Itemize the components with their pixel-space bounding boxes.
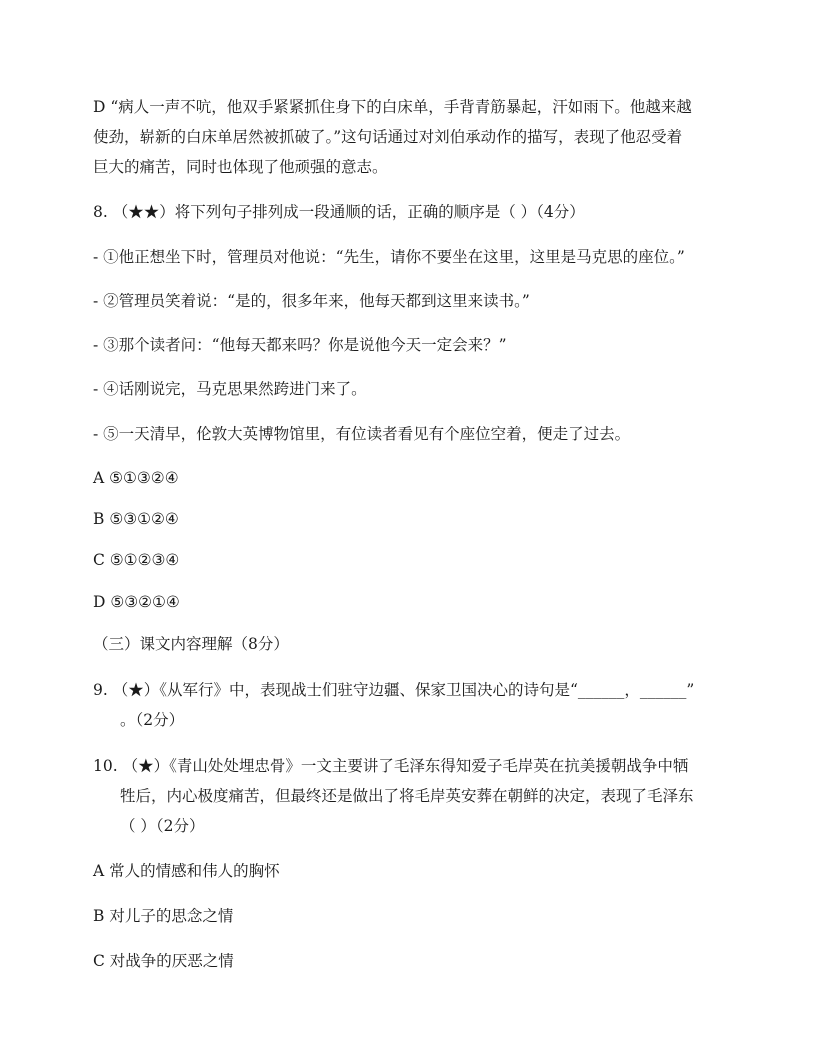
question-8-stem: 8. （★★）将下列句子排列成一段通顺的话，正确的顺序是（ ）（4分）	[93, 203, 585, 221]
q8-option-a: A ⑤①③②④	[93, 469, 179, 487]
sentence-2: - ②管理员笑着说：“是的，很多年来，他每天都到这里来读书。”	[93, 292, 530, 310]
q10-option-a: A 常人的情感和伟人的胸怀	[93, 862, 280, 880]
sentence-1: - ①他正想坐下时，管理员对他说：“先生，请你不要坐在这里，这里是马克思的座位。”	[93, 248, 685, 266]
question-10-line-3: （ ）（2分）	[120, 817, 205, 835]
sentence-3: - ③那个读者问：“他每天都来吗？你是说他今天一定会来？”	[93, 336, 507, 354]
option-d-line-2: 使劲，崭新的白床单居然被抓破了。”这句话通过对刘伯承动作的描写，表现了他忍受着	[93, 128, 683, 146]
q10-option-c: C 对战争的厌恶之情	[93, 952, 234, 970]
question-9-score: 。（2分）	[120, 711, 185, 729]
section-heading: （三）课文内容理解（8分）	[93, 635, 289, 653]
q8-option-b: B ⑤③①②④	[93, 510, 179, 528]
q8-option-d: D ⑤③②①④	[93, 593, 180, 611]
sentence-5: - ⑤一天清早，伦敦大英博物馆里，有位读者看见有个座位空着，便走了过去。	[93, 425, 631, 443]
question-10-line-2: 牲后，内心极度痛苦，但最终还是做出了将毛岸英安葬在朝鲜的决定，表现了毛泽东	[120, 787, 694, 805]
question-10-line-1: 10. （★）《青山处处埋忠骨》一文主要讲了毛泽东得知爱子毛岸英在抗美援朝战争中牺	[93, 757, 689, 775]
question-9-stem: 9. （★）《从军行》中，表现战士们驻守边疆、保家卫国决心的诗句是“______，______”	[93, 681, 695, 699]
option-d-line-1: D “病人一声不吭，他双手紧紧抓住身下的白床单，手背青筋暴起，汗如雨下。他越来越	[93, 98, 692, 116]
option-d-line-3: 巨大的痛苦，同时也体现了他顽强的意志。	[93, 158, 388, 176]
sentence-4: - ④话刚说完，马克思果然跨进门来了。	[93, 380, 367, 398]
q8-option-c: C ⑤①②③④	[93, 551, 180, 569]
q10-option-b: B 对儿子的思念之情	[93, 907, 234, 925]
